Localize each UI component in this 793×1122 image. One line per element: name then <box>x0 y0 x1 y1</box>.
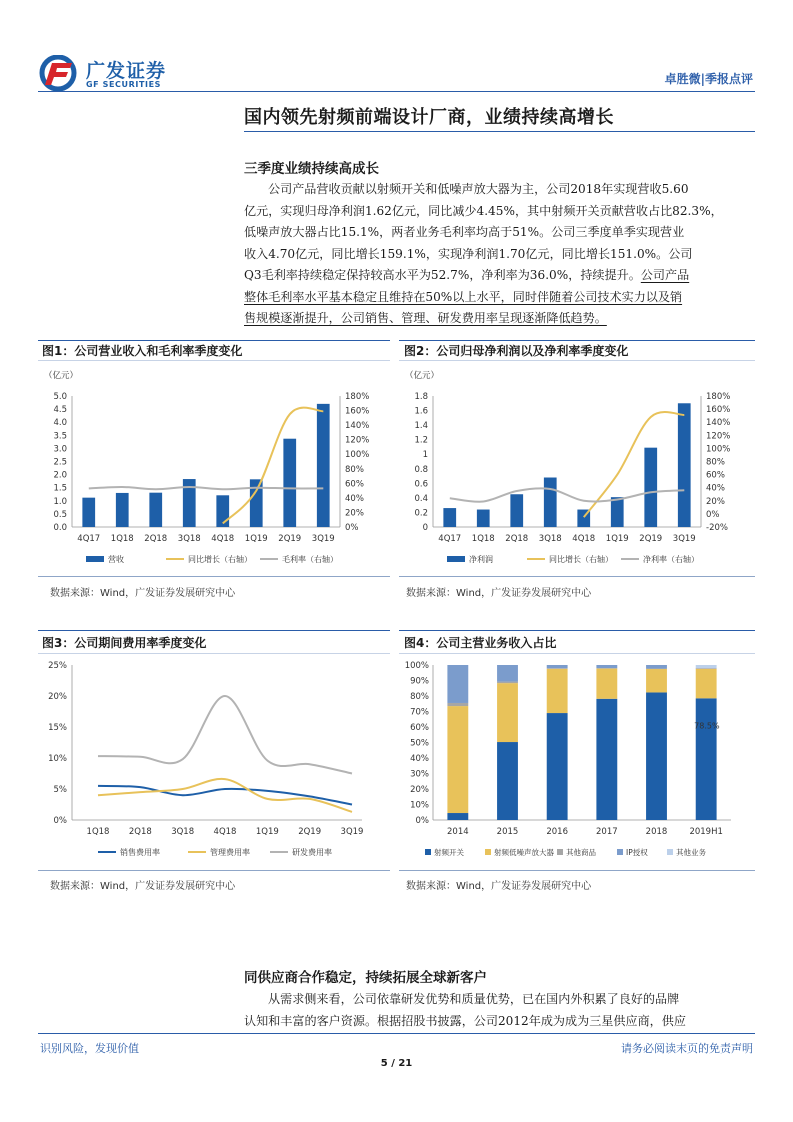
fig2-title: 图2：公司归母净利润以及净利率季度变化 <box>404 344 629 358</box>
fig4-bar-segment <box>646 692 667 820</box>
fig4-y-tick: 50% <box>410 738 429 749</box>
fig2-legend-swatch <box>447 556 465 562</box>
fig1-left-tick: 0.5 <box>53 509 67 520</box>
para-text: Q3毛利率持续稳定保持较高水平为52.7%，净利率为36.0%，持续提升。 <box>244 268 641 282</box>
fig1-right-tick: 0% <box>345 523 359 533</box>
fig4-y-tick: 20% <box>410 785 429 795</box>
fig3-source: 数据来源：Wind，广发证券发展研究中心 <box>50 881 236 892</box>
fig1-x-tick: 2Q19 <box>278 534 302 544</box>
fig2-x-tick: 1Q19 <box>605 534 629 544</box>
fig1-right-tick: 140% <box>345 421 370 432</box>
fig1-chart <box>38 362 390 574</box>
fig1-left-tick: 3.0 <box>53 444 67 455</box>
fig2-source: 数据来源：Wind，广发证券发展研究中心 <box>406 588 592 599</box>
fig4-bar-segment <box>497 742 518 820</box>
fig3-top-rule <box>38 630 390 631</box>
fig4-x-tick: 2017 <box>596 827 618 837</box>
fig4-x-tick: 2018 <box>645 827 668 837</box>
fig3-x-tick: 2Q19 <box>298 827 322 837</box>
fig3-x-tick: 2Q18 <box>128 827 152 837</box>
fig4-bar-segment <box>646 665 667 669</box>
page-number: 5 / 21 <box>380 1058 413 1069</box>
fig1-left-tick: 1.0 <box>53 496 67 507</box>
para-line-underlined: 售规模逐渐提升，公司销售、管理、研发费用率呈现逐渐降低趋势。 <box>244 311 607 325</box>
fig2-x-tick: 3Q19 <box>672 534 696 544</box>
fig1-source: 数据来源：Wind，广发证券发展研究中心 <box>50 588 236 599</box>
fig1-left-tick: 5.0 <box>53 392 67 402</box>
para-line: 认知和丰富的客户资源。根据招股书披露，公司2012年成为成为三星供应商，供应 <box>244 1013 686 1028</box>
fig2-legend-label: 净利润 <box>469 555 493 564</box>
fig3-y-tick: 0% <box>53 816 67 826</box>
fig4-bar-segment <box>497 683 518 742</box>
fig3-x-tick: 4Q18 <box>213 827 237 837</box>
fig4-x-tick: 2019H1 <box>689 827 723 837</box>
fig4-legend-label: IP授权 <box>626 848 648 857</box>
fig4-y-tick: 80% <box>410 692 429 702</box>
fig3-x-tick: 1Q19 <box>255 827 279 837</box>
fig3-line-2 <box>98 696 352 774</box>
section-paragraph-customers <box>244 989 754 1032</box>
fig2-x-tick: 2Q18 <box>505 534 529 544</box>
fig2-bar <box>544 478 557 527</box>
fig2-right-tick: 140% <box>706 418 731 429</box>
fig4-bar-segment <box>547 669 568 713</box>
fig2-right-tick: 20% <box>706 496 725 507</box>
fig3-x-tick: 3Q18 <box>171 827 195 837</box>
fig3-line-0 <box>98 786 352 805</box>
fig2-x-tick: 4Q17 <box>438 534 462 544</box>
fig4-bar-segment <box>547 713 568 820</box>
footer-rule <box>38 1033 755 1034</box>
fig4-legend-swatch <box>667 849 673 855</box>
fig4-title-rule <box>399 653 755 654</box>
fig4-bar-segment <box>447 813 468 820</box>
fig4-x-tick: 2016 <box>546 827 568 837</box>
fig4-legend-label: 射频开关 <box>434 848 464 857</box>
fig3-chart <box>38 655 390 867</box>
fig4-legend-label: 其他商品 <box>566 848 596 857</box>
fig4-legend-label: 其他业务 <box>676 848 706 857</box>
fig2-x-tick: 1Q18 <box>471 534 495 544</box>
fig2-left-tick: 0.8 <box>414 464 428 475</box>
fig2-right-tick: 100% <box>706 444 731 455</box>
fig4-y-tick: 100% <box>404 661 429 671</box>
fig4-y-tick: 90% <box>410 676 429 687</box>
fig4-legend-swatch <box>485 849 491 855</box>
fig2-left-tick: 0 <box>422 523 428 533</box>
fig4-bar-segment <box>696 665 717 668</box>
fig2-title-rule <box>399 360 755 361</box>
fig1-title-rule <box>38 360 390 361</box>
fig1-x-tick: 2Q18 <box>144 534 168 544</box>
fig2-left-tick: 1.6 <box>414 406 428 417</box>
section-title-q3: 三季度业绩持续高成长 <box>244 161 379 177</box>
fig4-bar-segment <box>646 669 667 692</box>
fig3-legend-label: 管理费用率 <box>210 848 250 857</box>
fig2-right-tick: 180% <box>706 392 731 402</box>
fig3-line-1 <box>98 779 352 812</box>
fig2-right-tick: 160% <box>706 405 731 416</box>
fig1-left-tick: 3.5 <box>53 431 67 442</box>
fig2-legend-label: 净利率（右轴） <box>643 555 699 564</box>
fig4-top-rule <box>399 630 755 631</box>
fig1-x-tick: 1Q19 <box>244 534 268 544</box>
fig3-x-tick: 3Q19 <box>340 827 364 837</box>
fig1-x-tick: 4Q17 <box>77 534 101 544</box>
title-rule <box>244 131 755 132</box>
fig4-title: 图4：公司主营业务收入占比 <box>404 636 557 650</box>
fig1-bar <box>283 439 296 527</box>
fig1-bar <box>116 493 129 527</box>
fig2-left-tick: 1.2 <box>414 435 428 446</box>
fig2-right-tick: -20% <box>706 523 728 533</box>
fig1-x-tick: 3Q19 <box>311 534 335 544</box>
fig4-bar-segment <box>447 665 468 703</box>
gf-logo-icon <box>38 55 82 91</box>
fig1-bar <box>317 404 330 527</box>
fig4-legend-label: 射频低噪声放大器 <box>494 848 554 857</box>
fig1-x-tick: 1Q18 <box>110 534 134 544</box>
para-line: 亿元，实现归母净利润1.62亿元，同比减少4.45%，其中射频开关贡献营收占比82.3%， <box>244 203 723 218</box>
fig2-right-tick: 40% <box>706 483 725 494</box>
fig2-chart <box>399 362 755 574</box>
fig2-left-tick: 0.6 <box>414 479 428 490</box>
fig2-bar <box>644 448 657 527</box>
fig2-bar <box>443 508 456 527</box>
fig2-legend-label: 同比增长（右轴） <box>549 555 613 564</box>
fig4-bar-segment <box>696 669 717 698</box>
fig1-left-tick: 4.0 <box>53 418 67 429</box>
para-line-underlined: 整体毛利率水平基本稳定且维持在50%以上水平，同时伴随着公司技术实力以及销 <box>244 289 683 304</box>
fig1-right-tick: 120% <box>345 435 370 446</box>
fig2-left-tick: 1.4 <box>414 421 428 432</box>
fig2-right-tick: 0% <box>706 509 720 520</box>
report-type: 卓胜微|季报点评 <box>664 72 753 86</box>
fig1-left-tick: 4.5 <box>53 405 67 416</box>
brand-name-cn: 广发证券 <box>86 60 167 82</box>
fig1-left-tick: 0.0 <box>53 523 67 533</box>
page-title: 国内领先射频前端设计厂商，业绩持续高增长 <box>244 107 614 128</box>
fig1-bar <box>149 493 162 527</box>
fig4-bar-segment <box>696 668 717 669</box>
fig2-unit-label: （亿元） <box>405 371 440 381</box>
fig1-legend-label: 同比增长（右轴） <box>188 555 252 564</box>
fig1-source-rule <box>38 576 390 577</box>
para-line: 低噪声放大器占比15.1%，两者业务毛利率均高于51%。公司三季度单季实现营业 <box>244 225 685 239</box>
fig3-y-tick: 15% <box>48 723 67 733</box>
fig3-legend-label: 研发费用率 <box>292 848 332 857</box>
fig1-line-yoy <box>223 408 323 524</box>
fig1-left-tick: 2.0 <box>53 470 67 481</box>
fig4-data-label: 78.5% <box>694 721 720 731</box>
fig2-bar <box>510 494 523 527</box>
fig1-right-tick: 180% <box>345 392 370 402</box>
fig4-bar-segment <box>447 706 468 813</box>
fig2-right-tick: 80% <box>706 457 725 468</box>
fig4-y-tick: 10% <box>410 800 429 811</box>
fig1-bar <box>82 498 95 527</box>
fig2-bar <box>611 497 624 527</box>
fig2-x-tick: 4Q18 <box>572 534 596 544</box>
fig2-x-tick: 3Q18 <box>538 534 562 544</box>
para-underlined-text: 公司产品 <box>640 268 690 282</box>
fig1-top-rule <box>38 340 390 341</box>
fig4-y-tick: 30% <box>410 769 429 780</box>
fig2-right-tick: 60% <box>706 470 725 481</box>
fig1-legend-label: 营收 <box>108 555 124 564</box>
fig1-right-tick: 100% <box>345 450 370 461</box>
fig3-source-rule <box>38 870 390 871</box>
para-line: 公司产品营收贡献以射频开关和低噪声放大器为主，公司2018年实现营收5.60 <box>268 182 689 196</box>
fig3-y-tick: 25% <box>48 661 67 671</box>
fig4-y-tick: 0% <box>415 816 429 826</box>
fig4-bar-segment <box>596 699 617 820</box>
fig2-right-tick: 120% <box>706 431 731 442</box>
fig4-bar-segment <box>497 682 518 684</box>
fig2-bar <box>477 510 490 527</box>
fig4-bar-segment <box>596 665 617 668</box>
fig2-left-tick: 1.8 <box>414 392 428 402</box>
fig4-source-rule <box>399 870 755 871</box>
brand-name-en: GF SECURITIES <box>86 80 162 89</box>
fig4-bar-segment <box>596 669 617 699</box>
fig4-y-tick: 40% <box>410 754 429 764</box>
fig4-legend-swatch <box>617 849 623 855</box>
fig3-x-tick: 1Q18 <box>86 827 110 837</box>
fig4-legend-swatch <box>425 849 431 855</box>
fig2-left-tick: 1 <box>422 450 428 461</box>
fig1-title: 图1：公司营业收入和毛利率季度变化 <box>42 344 243 358</box>
fig4-y-tick: 60% <box>410 723 429 733</box>
fig1-legend-swatch <box>86 556 104 562</box>
fig1-bar <box>250 479 263 527</box>
section-paragraph-q3 <box>244 179 754 330</box>
fig1-right-tick: 160% <box>345 406 370 417</box>
fig2-left-tick: 0.4 <box>414 493 428 504</box>
section-title-customers: 同供应商合作稳定，持续拓展全球新客户 <box>244 970 487 986</box>
header-rule <box>38 91 755 92</box>
fig1-right-tick: 40% <box>345 493 364 504</box>
fig4-chart <box>399 655 755 867</box>
fig3-y-tick: 10% <box>48 754 67 764</box>
para-line: 收入4.70亿元，同比增长159.1%，实现净利润1.70亿元，同比增长151.0%。公司 <box>244 246 693 261</box>
fig2-left-tick: 0.2 <box>414 508 428 519</box>
fig4-y-tick: 70% <box>410 707 429 718</box>
fig1-legend-label: 毛利率（右轴） <box>282 555 338 564</box>
fig4-x-tick: 2015 <box>496 827 519 837</box>
fig4-bar-segment <box>547 665 568 668</box>
fig1-left-tick: 2.5 <box>53 457 67 468</box>
fig4-legend-swatch <box>557 849 563 855</box>
para-line: 从需求侧来看，公司依靠研发优势和质量优势，已在国内外积累了良好的品牌 <box>268 992 680 1006</box>
fig3-title-rule <box>38 653 390 654</box>
footer-disclaimer: 请务必阅读末页的免责声明 <box>621 1042 753 1055</box>
fig4-bar-segment <box>447 703 468 706</box>
fig3-y-tick: 5% <box>53 785 67 795</box>
fig1-right-tick: 20% <box>345 508 364 519</box>
fig4-x-tick: 2014 <box>447 827 469 837</box>
para-line <box>244 265 754 287</box>
fig4-bar-segment <box>696 698 717 820</box>
fig4-bar-segment <box>547 668 568 669</box>
fig1-x-tick: 4Q18 <box>211 534 235 544</box>
fig1-unit-label: （亿元） <box>44 371 79 381</box>
fig2-top-rule <box>399 340 755 341</box>
fig4-bar-segment <box>497 665 518 682</box>
fig3-legend-label: 销售费用率 <box>120 848 160 857</box>
fig2-bar <box>678 403 691 527</box>
fig1-x-tick: 3Q18 <box>177 534 201 544</box>
fig4-source: 数据来源：Wind，广发证券发展研究中心 <box>406 881 592 892</box>
footer-slogan: 识别风险，发现价值 <box>40 1042 139 1055</box>
fig3-y-tick: 20% <box>48 692 67 702</box>
fig1-left-tick: 1.5 <box>53 483 67 494</box>
fig1-right-tick: 80% <box>345 464 364 475</box>
fig2-x-tick: 2Q19 <box>639 534 663 544</box>
fig3-title: 图3：公司期间费用率季度变化 <box>42 636 207 650</box>
fig2-source-rule <box>399 576 755 577</box>
fig1-right-tick: 60% <box>345 479 364 490</box>
